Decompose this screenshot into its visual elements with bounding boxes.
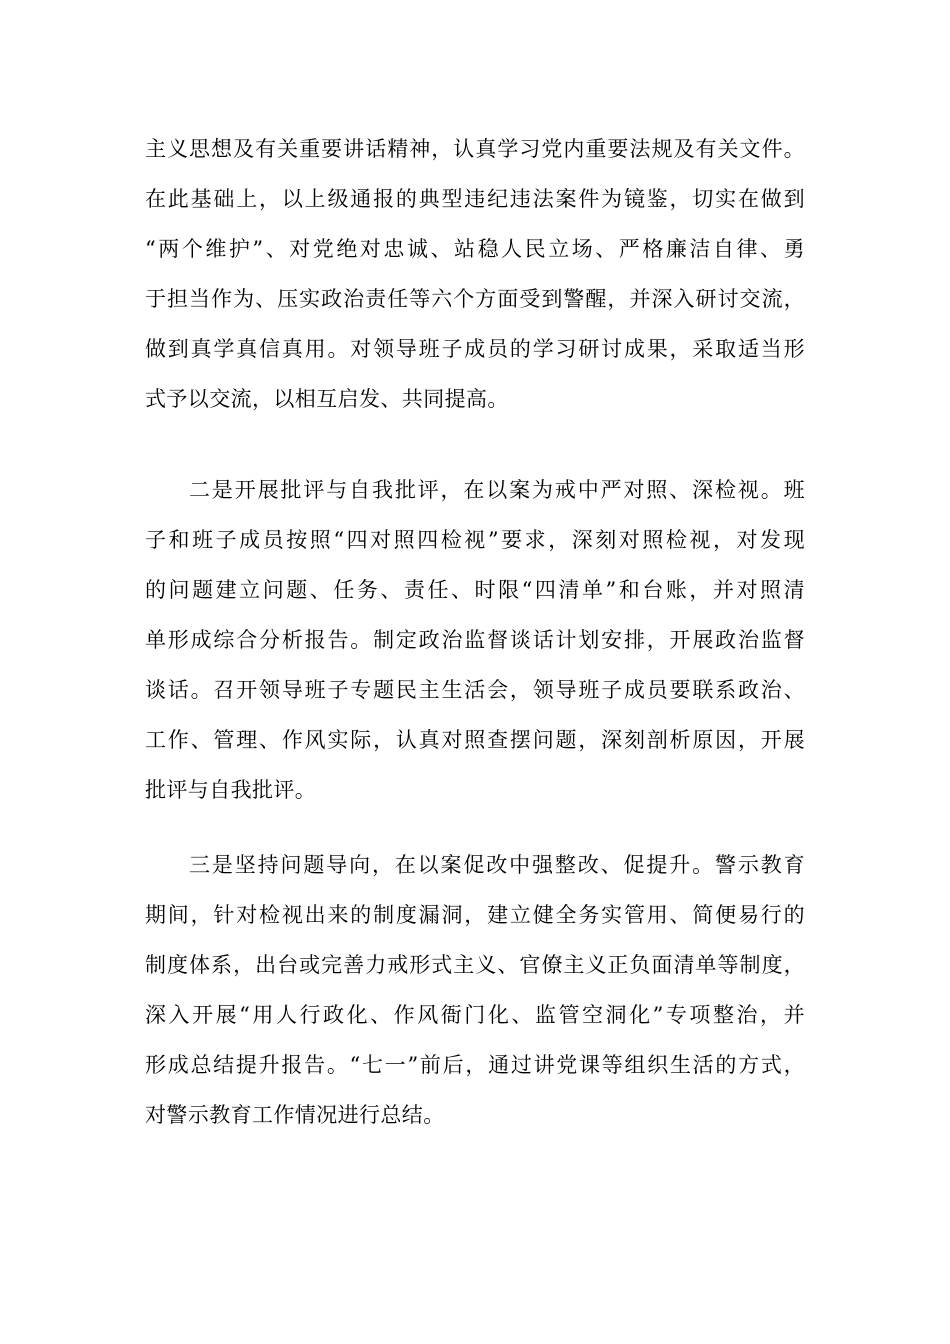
paragraph-continued-study (145, 124, 805, 424)
text-line: 制度体系，出台或完善力戒形式主义、官僚主义正负面清单等制度， (145, 953, 805, 977)
text-line: 形成总结提升报告。“七一”前后，通过讲党课等组织生活的方式， (145, 1053, 805, 1077)
text-line: 式予以交流，以相互启发、共同提高。 (145, 387, 509, 411)
text-line: 期间，针对检视出来的制度漏洞，建立健全务实管用、简便易行的 (145, 903, 805, 927)
text-line: 的问题建立问题、任务、责任、时限“四清单”和台账，并对照清 (145, 578, 805, 602)
paragraph-problem-oriented (145, 840, 805, 1140)
text-line: 做到真学真信真用。对领导班子成员的学习研讨成果，采取适当形 (145, 337, 805, 361)
text-line: 单形成综合分析报告。制定政治监督谈话计划安排，开展政治监督 (145, 628, 805, 652)
text-line: 于担当作为、压实政治责任等六个方面受到警醒，并深入研讨交流， (145, 287, 805, 311)
text-line: 二是开展批评与自我批评，在以案为戒中严对照、深检视。班 (189, 478, 805, 502)
text-line: 三是坚持问题导向，在以案促改中强整改、促提升。警示教育 (189, 853, 805, 877)
text-line: 深入开展“用人行政化、作风衙门化、监管空洞化”专项整治，并 (145, 1003, 805, 1027)
text-line: 批评与自我批评。 (145, 778, 317, 802)
text-line: 谈话。召开领导班子专题民主生活会，领导班子成员要联系政治、 (145, 678, 805, 702)
paragraph-criticism (145, 465, 805, 815)
text-line: 主义思想及有关重要讲话精神，认真学习党内重要法规及有关文件。 (145, 137, 805, 161)
text-line: “两个维护”、对党绝对忠诚、站稳人民立场、严格廉洁自律、勇 (145, 237, 805, 261)
text-line: 在此基础上，以上级通报的典型违纪违法案件为镜鉴，切实在做到 (145, 187, 805, 211)
text-line: 子和班子成员按照“四对照四检视”要求，深刻对照检视，对发现 (145, 528, 805, 552)
text-line: 工作、管理、作风实际，认真对照查摆问题，深刻剖析原因，开展 (145, 728, 805, 752)
text-line: 对警示教育工作情况进行总结。 (145, 1103, 445, 1127)
